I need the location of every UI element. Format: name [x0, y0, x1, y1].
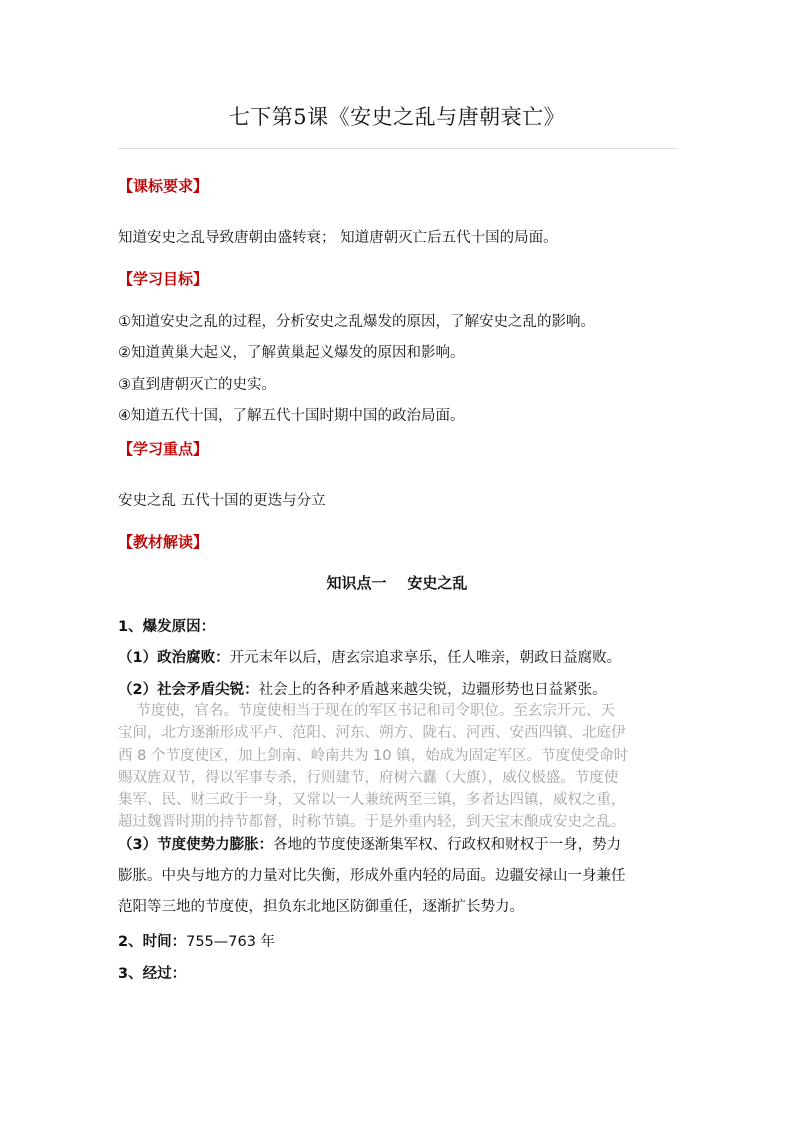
process-label: 3、经过：	[118, 966, 187, 982]
cause-item-2	[118, 678, 684, 702]
title-divider	[118, 148, 676, 149]
objective-item-1: ①知道安史之乱的过程，分析安史之乱爆发的原因，了解安史之乱的影响。	[118, 314, 595, 330]
cause-item-3-line-2: 膨胀。中央与地方的力量对比失衡，形成外重内轻的局面。边疆安禄山一身兼任	[118, 868, 626, 884]
note-line: 西 8 个节度使区，加上剑南、岭南共为 10 镇，始成为固定军区。节度使受命时	[118, 747, 629, 764]
reading-heading: 【教材解读】	[118, 533, 209, 551]
curriculum-text: 知道安史之乱导致唐朝由盛转衰； 知道唐朝灭亡后五代十国的局面。	[118, 230, 558, 246]
note-line: 集军、民、财三政于一身，又常以一人兼统两至三镇，多者达四镇，威权之重，	[118, 792, 626, 809]
cause-item-3-label: （3）节度使势力膨胀：	[118, 837, 274, 853]
objective-item-2: ②知道黄巢大起义，了解黄巢起义爆发的原因和影响。	[118, 345, 465, 361]
cause-label: 1、爆发原因：	[118, 619, 216, 635]
cause-item-1	[118, 646, 684, 670]
cause-item-1-text: 开元末年以后，唐玄宗追求享乐，任人唯亲，朝政日益腐败。	[229, 650, 622, 666]
cause-item-2-text: 社会上的各种矛盾越来越尖锐，边疆形势也日益紧张。	[258, 682, 607, 698]
note-line: 节度使，官名。节度使相当于现在的军区书记和司令职位。至玄宗开元、天	[118, 703, 615, 719]
time-label: 2、时间：	[118, 934, 187, 950]
cause-item-3	[118, 830, 684, 923]
cause-item-2-label: （2）社会矛盾尖锐：	[118, 682, 259, 698]
cause-item-3-line-3: 范阳等三地的节度使，担负东北地区防御重任，逐渐扩长势力。	[118, 899, 524, 915]
note-line: 宝间，北方逐渐形成平卢、范阳、河东、朔方、陇右、河西、安西四镇、北庭伊	[118, 725, 626, 742]
knowledge-point-title: 知识点一 安史之乱	[326, 574, 468, 592]
note-line: 赐双旌双节，得以军事专杀，行则建节，府树六纛（大旗），威仪极盛。节度使	[118, 769, 619, 786]
time-value: 755—763 年	[186, 934, 276, 950]
cause-item-1-label: （1）政治腐败：	[118, 650, 230, 666]
objectives-heading: 【学习目标】	[118, 270, 209, 288]
curriculum-heading: 【课标要求】	[118, 177, 209, 195]
time-row	[118, 930, 684, 954]
cause-item-3-text: 各地的节度使逐渐集军权、行政权和财权于一身，势力	[273, 837, 622, 853]
page-title: 七下第5课《安史之乱与唐朝衰亡》	[228, 105, 566, 129]
keypoints-text: 安史之乱 五代十国的更迭与分立	[118, 493, 326, 509]
cause-item-3-line-1	[118, 830, 684, 861]
objective-item-3: ③直到唐朝灭亡的史实。	[118, 377, 276, 393]
jiedushi-note	[118, 700, 680, 834]
objective-item-4: ④知道五代十国，了解五代十国时期中国的政治局面。	[118, 408, 465, 424]
keypoints-heading: 【学习重点】	[118, 440, 209, 458]
note-line: 超过魏晋时期的持节都督，时称节镇。于是外重内轻，到天宝末酿成安史之乱。	[118, 814, 626, 831]
